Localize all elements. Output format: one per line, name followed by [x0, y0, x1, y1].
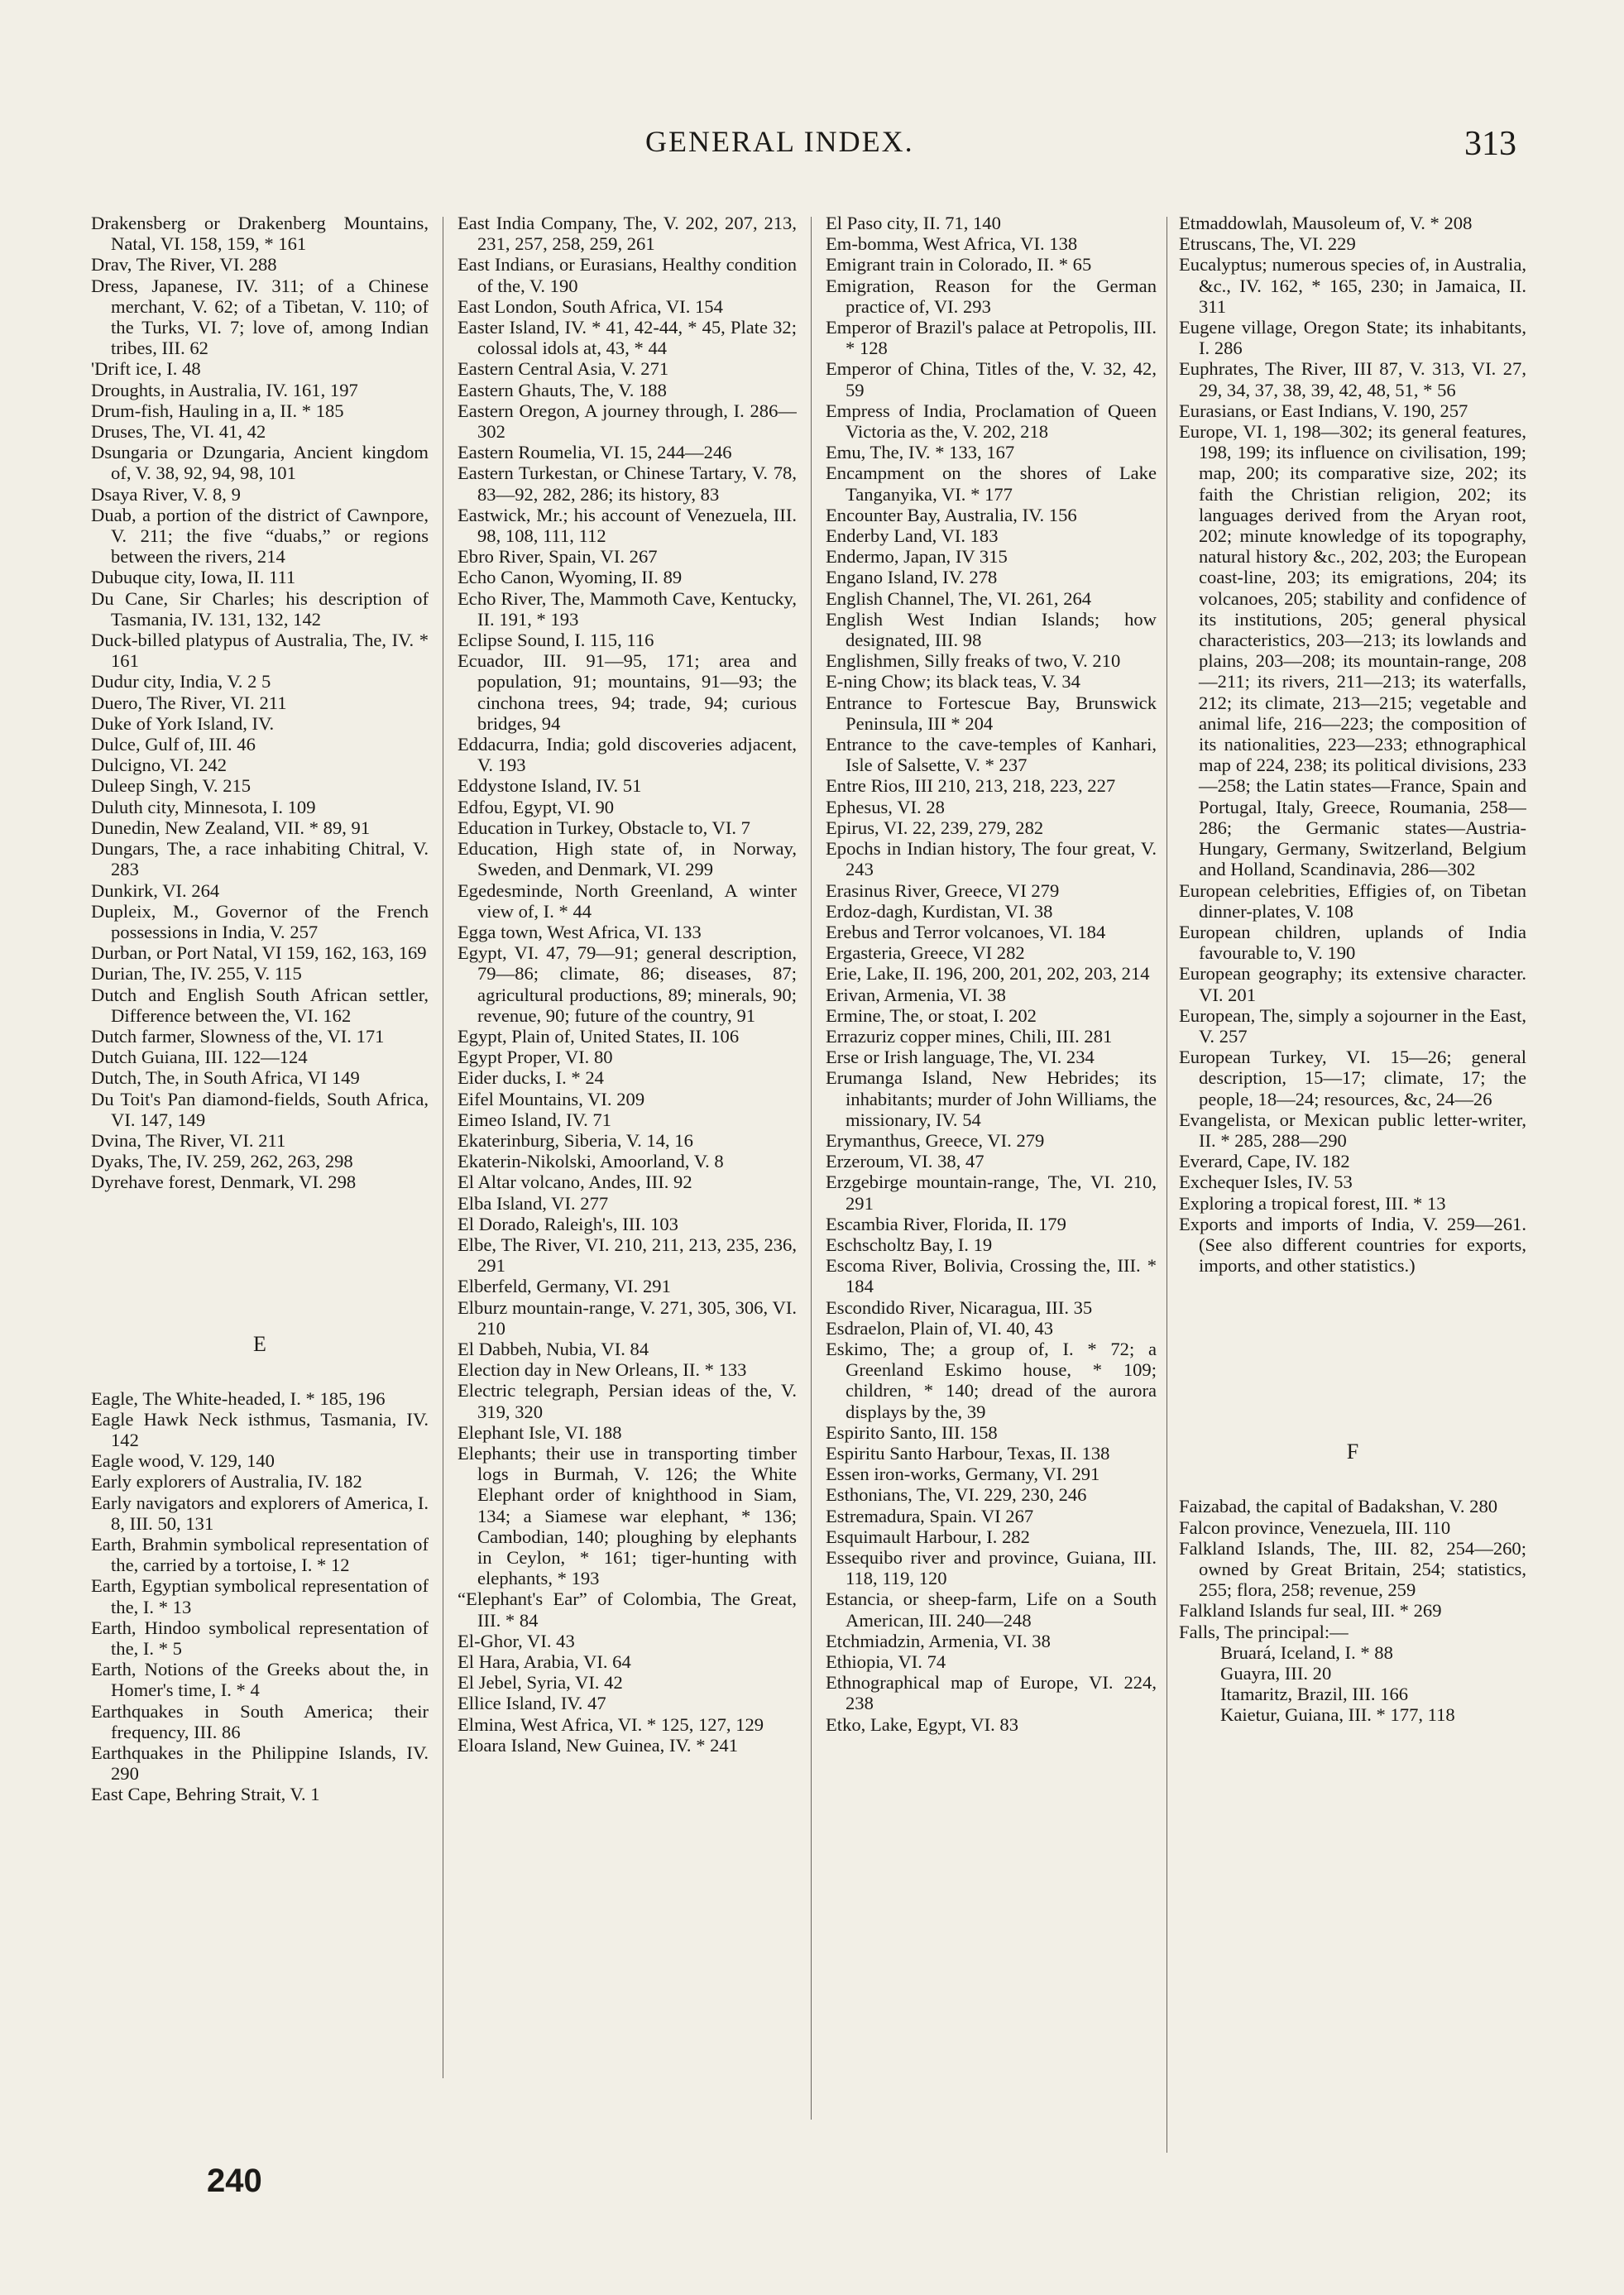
index-entry: Falcon province, Venezuela, III. 110 [1179, 1516, 1451, 1538]
index-entry: Erzgebirge mountain-range, The, VI. 210, 291 [826, 1171, 1157, 1214]
index-entry: Egypt, VI. 47, 79—91; general description, 79—86; climate, 86; diseases, 87; agricultural productions, 89; minerals, 90; revenue, 90; future of the country, 91 [457, 942, 797, 1026]
index-entry: Emperor of Brazil's palace at Petropolis, III. * 128 [826, 317, 1157, 359]
index-entry: Egypt, Plain of, United States, II. 106 [457, 1025, 740, 1047]
index-entry: Escoma River, Bolivia, Crossing the, III. * 184 [826, 1255, 1157, 1297]
index-entry: Elberfeld, Germany, VI. 291 [457, 1276, 671, 1297]
index-entry: Du Cane, Sir Charles; his description of Tasmania, IV. 131, 132, 142 [91, 587, 429, 630]
index-entry: Egypt Proper, VI. 80 [457, 1047, 613, 1068]
index-entry: Eastern Oregon, A journey through, I. 286—302 [457, 400, 797, 443]
index-entry: Education in Turkey, Obstacle to, VI. 7 [457, 817, 750, 838]
index-entry: Duleep Singh, V. 215 [91, 775, 252, 797]
index-entry: Eagle wood, V. 129, 140 [91, 1450, 275, 1472]
index-entry: Durian, The, IV. 255, V. 115 [91, 963, 302, 985]
index-entry: Englishmen, Silly freaks of two, V. 210 [826, 650, 1121, 672]
index-entry: Eastern Ghauts, The, V. 188 [457, 379, 667, 400]
index-entry: Echo River, The, Mammoth Cave, Kentucky, II. 191, * 193 [457, 587, 797, 630]
index-entry: El Hara, Arabia, VI. 64 [457, 1651, 631, 1673]
index-entry: Emu, The, IV. * 133, 167 [826, 442, 1015, 463]
index-entry: Dungars, The, a race inhabiting Chitral, V. 283 [91, 838, 429, 880]
index-entry: Eugene village, Oregon State; its inhabitants, I. 286 [1179, 317, 1526, 359]
index-entry: Epirus, VI. 22, 239, 279, 282 [826, 817, 1044, 838]
index-entry: Elephants; their use in transporting timber logs in Burmah, V. 126; the White Elephant order of knighthood in Siam, 134; a Siamese war elephant, * 136; Cambodian, 140; ploughing by elephants in Ceylon, * 161; tiger-hunting with elephants, * 193 [457, 1442, 797, 1589]
index-entry: Erzeroum, VI. 38, 47 [826, 1151, 984, 1172]
index-entry: Falkland Islands fur seal, III. * 269 [1179, 1600, 1442, 1622]
index-entry: Dsaya River, V. 8, 9 [91, 483, 241, 505]
index-entry: Emperor of China, Titles of the, V. 32, 42, 59 [826, 358, 1157, 400]
index-entry: Etchmiadzin, Armenia, VI. 38 [826, 1630, 1051, 1651]
index-entry: Early explorers of Australia, IV. 182 [91, 1471, 362, 1492]
index-entry: Earth, Notions of the Greeks about the, in Homer's time, I. * 4 [91, 1659, 429, 1701]
index-entry: Egedesminde, North Greenland, A winter view of, I. * 44 [457, 879, 797, 922]
index-entry: Eimeo Island, IV. 71 [457, 1109, 611, 1130]
index-entry: Esquimault Harbour, I. 282 [826, 1526, 1030, 1547]
index-entry: Dutch Guiana, III. 122—124 [91, 1047, 308, 1068]
index-entry: Everard, Cape, IV. 182 [1179, 1151, 1350, 1172]
index-entry: Emigration, Reason for the German practice of, VI. 293 [826, 275, 1157, 317]
index-entry: Dyrehave forest, Denmark, VI. 298 [91, 1171, 357, 1193]
index-entry: Eskimo, The; a group of, I. * 72; a Greenland Eskimo house, * 109; children, * 140; dread of the aurora displays by the, 39 [826, 1338, 1157, 1422]
index-entry: Eastern Roumelia, VI. 15, 244—246 [457, 442, 732, 463]
index-entry: El Dorado, Raleigh's, III. 103 [457, 1213, 678, 1234]
index-entry: Erie, Lake, II. 196, 200, 201, 202, 203, 214 [826, 963, 1150, 985]
index-entry: Drakensberg or Drakenberg Mountains, Natal, VI. 158, 159, * 161 [91, 213, 429, 255]
index-entry: Erumanga Island, New Hebrides; its inhabitants; murder of John Williams, the missionary, IV. 54 [826, 1067, 1157, 1130]
index-entry: Duck-billed platypus of Australia, The, IV. * 161 [91, 630, 429, 672]
page-number: 313 [1464, 125, 1516, 163]
index-entry: English West Indian Islands; how designated, III. 98 [826, 608, 1157, 651]
index-entry: European geography; its extensive character. VI. 201 [1179, 963, 1526, 1005]
index-entry: Encampment on the shores of Lake Tanganyika, VI. * 177 [826, 462, 1157, 505]
index-entry: Exploring a tropical forest, III. * 13 [1179, 1192, 1446, 1214]
index-entry: Eastern Turkestan, or Chinese Tartary, V. 78, 83—92, 282, 286; its history, 83 [457, 462, 797, 505]
index-entry: Egga town, West Africa, VI. 133 [457, 921, 702, 942]
index-column-3 [826, 213, 1157, 2157]
index-entry: Druses, The, VI. 41, 42 [91, 421, 266, 443]
index-entry: Eloara Island, New Guinea, IV. * 241 [457, 1734, 739, 1756]
index-entry: Ekaterinburg, Siberia, V. 14, 16 [457, 1129, 693, 1151]
index-entry: Erdoz-dagh, Kurdistan, VI. 38 [826, 900, 1053, 922]
index-entry: Elbe, The River, VI. 210, 211, 213, 235, 236, 291 [457, 1234, 797, 1277]
index-entry: Estancia, or sheep-farm, Life on a South American, III. 240—248 [826, 1588, 1157, 1631]
index-entry: Bruará, Iceland, I. * 88 [1220, 1641, 1393, 1663]
index-entry: Entre Rios, III 210, 213, 218, 223, 227 [826, 775, 1116, 797]
index-entry: Em-bomma, West Africa, VI. 138 [826, 233, 1078, 255]
index-entry: Ergasteria, Greece, VI 282 [826, 942, 1025, 964]
index-entry: Escambia River, Florida, II. 179 [826, 1213, 1066, 1234]
index-entry: Eschscholtz Bay, I. 19 [826, 1234, 993, 1255]
index-entry: East India Company, The, V. 202, 207, 213, 231, 257, 258, 259, 261 [457, 213, 797, 255]
index-entry: Erymanthus, Greece, VI. 279 [826, 1129, 1045, 1151]
index-entry: 'Drift ice, I. 48 [91, 358, 201, 380]
index-entry: El Jebel, Syria, VI. 42 [457, 1672, 623, 1694]
index-entry: Edfou, Egypt, VI. 90 [457, 796, 615, 817]
index-entry: Duluth city, Minnesota, I. 109 [91, 796, 316, 817]
index-entry: Du Toit's Pan diamond-fields, South Africa, VI. 147, 149 [91, 1088, 429, 1130]
index-entry: Duero, The River, VI. 211 [91, 692, 287, 713]
index-entry: Erivan, Armenia, VI. 38 [826, 984, 1006, 1005]
index-entry: Eddystone Island, IV. 51 [457, 775, 642, 797]
index-entry: Drav, The River, VI. 288 [91, 254, 277, 275]
index-entry: Empress of India, Proclamation of Queen Victoria as the, V. 202, 218 [826, 400, 1157, 443]
index-entry: Dunedin, New Zealand, VII. * 89, 91 [91, 817, 371, 838]
signature-number: 240 [207, 2163, 262, 2199]
index-entry: E-ning Chow; its black teas, V. 34 [826, 671, 1080, 692]
index-entry: Estremadura, Spain. VI 267 [826, 1505, 1034, 1526]
index-column-1 [91, 213, 429, 2157]
index-entry: Ekaterin-Nikolski, Amoorland, V. 8 [457, 1151, 724, 1172]
index-entry: Errazuriz copper mines, Chili, III. 281 [826, 1025, 1113, 1047]
index-entry: Itamaritz, Brazil, III. 166 [1220, 1684, 1409, 1705]
index-column-2 [457, 213, 797, 2157]
index-entry: Earth, Egyptian symbolical representation of the, I. * 13 [91, 1575, 429, 1617]
index-entry: Falls, The principal:— [1179, 1621, 1349, 1642]
index-entry: Eucalyptus; numerous species of, in Australia, &c., IV. 162, * 165, 230; in Jamaica, II. 311 [1179, 254, 1526, 317]
index-entry: Easter Island, IV. * 41, 42-44, * 45, Plate 32; colossal idols at, 43, * 44 [457, 317, 797, 359]
index-entry: Election day in New Orleans, II. * 133 [457, 1359, 747, 1381]
index-entry: Eider ducks, I. * 24 [457, 1067, 604, 1089]
index-entry: “Elephant's Ear” of Colombia, The Great, III. * 84 [457, 1588, 797, 1631]
index-entry: Kaietur, Guiana, III. * 177, 118 [1220, 1704, 1455, 1726]
index-entry: Falkland Islands, The, III. 82, 254—260; owned by Great Britain, 254; statistics, 255; flora, 258; revenue, 259 [1179, 1537, 1526, 1601]
index-entry: Eagle Hawk Neck isthmus, Tasmania, IV. 142 [91, 1408, 429, 1450]
index-entry: Erebus and Terror volcanoes, VI. 184 [826, 921, 1106, 942]
index-column-4 [1179, 213, 1526, 2157]
index-entry: Entrance to Fortescue Bay, Brunswick Peninsula, III * 204 [826, 692, 1157, 734]
index-entry: Durban, or Port Natal, VI 159, 162, 163, 169 [91, 942, 427, 964]
index-entry: Duab, a portion of the district of Cawnpore, V. 211; the five “duabs,” or regions between the rivers, 214 [91, 504, 429, 568]
index-entry: Ethnographical map of Europe, VI. 224, 238 [826, 1672, 1157, 1714]
index-entry: Essen iron-works, Germany, VI. 291 [826, 1464, 1100, 1485]
index-entry: Ethiopia, VI. 74 [826, 1651, 946, 1673]
index-entry: El Dabbeh, Nubia, VI. 84 [457, 1338, 649, 1359]
index-entry: Dutch farmer, Slowness of the, VI. 171 [91, 1025, 385, 1047]
index-entry: East Indians, or Eurasians, Healthy condition of the, V. 190 [457, 254, 797, 296]
index-entry: Electric telegraph, Persian ideas of the, V. 319, 320 [457, 1380, 797, 1422]
index-entry: Droughts, in Australia, IV. 161, 197 [91, 379, 358, 400]
index-entry: Duke of York Island, IV. [91, 712, 275, 734]
index-entry: Espirito Santo, III. 158 [826, 1421, 998, 1443]
index-entry: Dutch and English South African settler, Difference between the, VI. 162 [91, 984, 429, 1026]
index-entry: Euphrates, The River, III 87, V. 313, VI. 27, 29, 34, 37, 38, 39, 42, 48, 51, * 56 [1179, 358, 1526, 400]
index-entry: Erasinus River, Greece, VI 279 [826, 879, 1060, 901]
index-entry: Eddacurra, India; gold discoveries adjacent, V. 193 [457, 734, 797, 776]
index-entry: East London, South Africa, VI. 154 [457, 295, 723, 317]
index-entry: English Channel, The, VI. 261, 264 [826, 587, 1092, 609]
index-entry: Etruscans, The, VI. 229 [1179, 233, 1356, 255]
index-entry: Essequibo river and province, Guiana, III. 118, 119, 120 [826, 1547, 1157, 1589]
index-entry: Drum-fish, Hauling in a, II. * 185 [91, 400, 344, 421]
page-header [0, 124, 1624, 174]
index-entry: Echo Canon, Wyoming, II. 89 [457, 567, 683, 588]
index-entry: Entrance to the cave-temples of Kanhari, Isle of Salsette, V. * 237 [826, 734, 1157, 776]
index-entry: Esthonians, The, VI. 229, 230, 246 [826, 1484, 1087, 1506]
index-entry: Epochs in Indian history, The four great, V. 243 [826, 838, 1157, 880]
index-entry: El Paso city, II. 71, 140 [826, 213, 1001, 233]
index-entry: Esdraelon, Plain of, VI. 40, 43 [826, 1317, 1054, 1339]
section-spacer [91, 1355, 429, 1388]
index-entry: European, The, simply a sojourner in the East, V. 257 [1179, 1004, 1526, 1047]
index-entry: European children, uplands of India favourable to, V. 190 [1179, 921, 1526, 964]
index-entry: Ecuador, III. 91—95, 171; area and population, 91; mountains, 91—93; the cinchona trees, 94; trade, 94; curious bridges, 94 [457, 650, 797, 734]
section-letter: E [253, 1331, 266, 1356]
index-entry: Ermine, The, or stoat, I. 202 [826, 1004, 1037, 1026]
index-entry: Dulcigno, VI. 242 [91, 755, 228, 776]
index-entry: Earth, Brahmin symbolical representation of the, carried by a tortoise, I. * 12 [91, 1533, 429, 1576]
index-entry: Europe, VI. 1, 198—302; its general features, 198, 199; its influence on civilisation, 199; map, 200; its comparative size, 202; its faith the Christian religion, 202; its languages derived from the Aryan root, 202; minute knowledge of its topography, natural history &c., 202, 203; the European coast-line, 203; its emigrations, 204; its volcanoes, 205; stability and confidence of its institutions, 205; general physical characteristics, 203—213; its lowlands and plains, 203—208; its mountain-range, 208—211; its rivers, 211—213; its waterfalls, 212; its climate, 213—215; vegetable and animal life, 216—223; the composition of its nationalities, 223—233; ethnographical map of 224, 238; its political divisions, 233—258; the Latin states—France, Spain and Portugal, Italy, Greece, Roumania, 258—286; the Germanic states—Austria-Hungary, Germany, Switzerland, Belgium and Holland, Scandinavia, 286—302 [1179, 421, 1526, 880]
index-entry: Guayra, III. 20 [1220, 1662, 1332, 1684]
index-entry: Endermo, Japan, IV 315 [826, 546, 1008, 568]
index-entry: Elburz mountain-range, V. 271, 305, 306, VI. 210 [457, 1296, 797, 1339]
index-entry: Dupleix, M., Governor of the French possessions in India, V. 257 [91, 900, 429, 942]
index-entry: Dunkirk, VI. 264 [91, 879, 220, 901]
section-spacer [91, 1193, 429, 1334]
index-entry: Earth, Hindoo symbolical representation of the, I. * 5 [91, 1617, 429, 1659]
index-entry: Elmina, West Africa, VI. * 125, 127, 129 [457, 1713, 764, 1735]
index-entry: Espiritu Santo Harbour, Texas, II. 138 [826, 1442, 1110, 1464]
index-entry: Eclipse Sound, I. 115, 116 [457, 630, 654, 651]
index-entry: Exports and imports of India, V. 259—261. (See also different countries for exports, imports, and other statistics.) [1179, 1213, 1526, 1277]
index-entry: Eagle, The White-headed, I. * 185, 196 [91, 1387, 386, 1409]
section-spacer [1179, 1276, 1526, 1441]
index-entry: Faizabad, the capital of Badakshan, V. 280 [1179, 1496, 1498, 1517]
index-entry: European Turkey, VI. 15—26; general description, 15—17; climate, 17; the people, 18—24; resources, &c, 24—26 [1179, 1047, 1526, 1109]
index-entry: Escondido River, Nicaragua, III. 35 [826, 1296, 1093, 1318]
index-entry: Encounter Bay, Australia, IV. 156 [826, 504, 1077, 525]
index-entry: Dudur city, India, V. 2 5 [91, 671, 271, 692]
index-entry: Ephesus, VI. 28 [826, 796, 945, 817]
index-entry: Elephant Isle, VI. 188 [457, 1421, 622, 1443]
index-entry: East Cape, Behring Strait, V. 1 [91, 1784, 320, 1805]
index-entry: El Altar volcano, Andes, III. 92 [457, 1171, 692, 1193]
index-entry: Dubuque city, Iowa, II. 111 [91, 567, 296, 588]
index-entry: Exchequer Isles, IV. 53 [1179, 1171, 1353, 1193]
column-rule [811, 217, 812, 2120]
index-entry: Etko, Lake, Egypt, VI. 83 [826, 1713, 1019, 1735]
index-entry: Elba Island, VI. 277 [457, 1192, 609, 1214]
index-entry: Dutch, The, in South Africa, VI 149 [91, 1067, 360, 1089]
index-entry: Erse or Irish language, The, VI. 234 [826, 1047, 1095, 1068]
index-entry: Engano Island, IV. 278 [826, 567, 998, 588]
index-entry: Education, High state of, in Norway, Sweden, and Denmark, VI. 299 [457, 838, 797, 880]
index-entry: Early navigators and explorers of America, I. 8, III. 50, 131 [91, 1492, 429, 1534]
index-entry: Evangelista, or Mexican public letter-writer, II. * 285, 288—290 [1179, 1109, 1526, 1151]
index-entry: Ebro River, Spain, VI. 267 [457, 546, 658, 568]
index-entry: Earthquakes in the Philippine Islands, IV. 290 [91, 1742, 429, 1785]
index-entry: Earthquakes in South America; their frequency, III. 86 [91, 1700, 429, 1742]
index-entry: Dress, Japanese, IV. 311; of a Chinese merchant, V. 62; of a Tibetan, V. 110; of the Turks, VI. 7; love of, among Indian tribes, III. 62 [91, 275, 429, 359]
index-entry: Eastern Central Asia, V. 271 [457, 358, 669, 380]
index-entry: European celebrities, Effigies of, on Tibetan dinner-plates, V. 108 [1179, 879, 1526, 922]
index-entry: Dsungaria or Dzungaria, Ancient kingdom of, V. 38, 92, 94, 98, 101 [91, 442, 429, 484]
running-title: GENERAL INDEX. [645, 125, 914, 158]
index-entry: Ellice Island, IV. 47 [457, 1693, 606, 1714]
index-entry: Dvina, The River, VI. 211 [91, 1129, 286, 1151]
section-letter: F [1346, 1440, 1359, 1464]
index-entry: Dulce, Gulf of, III. 46 [91, 734, 256, 755]
index-entry: Dyaks, The, IV. 259, 262, 263, 298 [91, 1151, 353, 1172]
index-entry: Eastwick, Mr.; his account of Venezuela, III. 98, 108, 111, 112 [457, 504, 797, 547]
index-entry: Emigrant train in Colorado, II. * 65 [826, 254, 1092, 275]
index-entry: El-Ghor, VI. 43 [457, 1630, 575, 1651]
index-entry: Enderby Land, VI. 183 [826, 525, 999, 547]
index-entry: Etmaddowlah, Mausoleum of, V. * 208 [1179, 213, 1473, 233]
index-entry: Eurasians, or East Indians, V. 190, 257 [1179, 400, 1468, 421]
index-entry: Eifel Mountains, VI. 209 [457, 1088, 645, 1109]
section-spacer [1179, 1463, 1526, 1496]
